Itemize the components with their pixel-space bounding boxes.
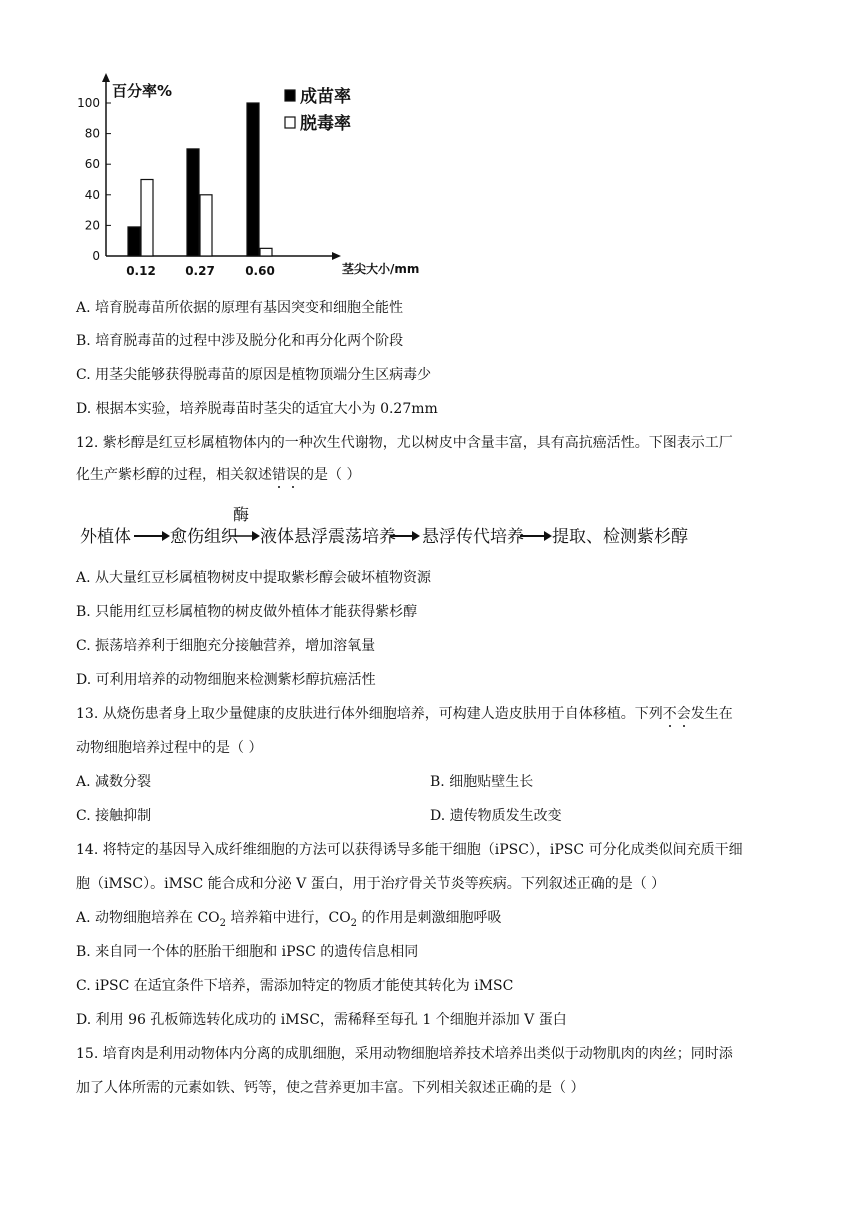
y-axis-label: 百分率% [112, 82, 173, 100]
x-axis-arrow-icon [332, 252, 341, 260]
bar-detox-rate [260, 248, 272, 256]
y-tick-label: 40 [84, 187, 100, 202]
q13-option-b: B. 细胞贴壁生长 [430, 774, 534, 790]
y-tick-label: 80 [84, 126, 100, 141]
y-axis-arrow-icon [102, 73, 110, 82]
flow-step-extract-detect: 提取、检测紫杉醇 [552, 527, 688, 547]
q11-option-d: D. 根据本实验，培养脱毒苗时茎尖的适宜大小为 0.27mm [76, 401, 438, 417]
legend-swatch [285, 90, 295, 101]
y-tick-label: 20 [84, 218, 100, 233]
emphasis-char: 不 [662, 706, 677, 722]
q14-option-a-text: 的作用是刺激细胞呼吸 [357, 910, 502, 926]
x-tick-label: 0.12 [126, 264, 156, 278]
y-tick-label: 0 [92, 249, 100, 263]
flow-step-subculture: 悬浮传代培养 [422, 527, 524, 547]
q13-option-d: D. 遗传物质发生改变 [430, 808, 562, 824]
subscript: 2 [350, 917, 358, 929]
q15-stem-line2: 加了人体所需的元素如铁、钙等，使之营养更加丰富。下列相关叙述正确的是（ ） [76, 1080, 585, 1096]
bar-detox-rate [200, 195, 212, 256]
q13-stem-line1 [76, 704, 733, 724]
q13-option-c: C. 接触抑制 [76, 808, 152, 824]
chart-legend [285, 86, 351, 134]
x-axis-label: 茎尖大小/mm [342, 262, 420, 276]
q13-stem-line2: 动物细胞培养过程中的是（ ） [76, 740, 263, 756]
y-tick-label: 60 [84, 157, 100, 172]
chart-bars [128, 103, 272, 256]
q12-stem-text: 的是（ ） [300, 467, 361, 483]
bar-chart [70, 70, 420, 280]
bar-seedling-rate [128, 227, 140, 256]
flow-step-explant: 外植体 [80, 527, 131, 547]
x-tick-label: 0.27 [185, 264, 215, 278]
flow-step-suspension-shake: 液体悬浮震荡培养 [260, 527, 396, 547]
q14-option-a [76, 908, 502, 934]
legend-label: 成苗率 [300, 87, 351, 107]
q12-stem-line2 [76, 465, 360, 485]
q12-option-b: B. 只能用红豆杉属植物的树皮做外植体才能获得紫杉醇 [76, 604, 418, 620]
flow-arrow-icon [230, 530, 260, 542]
q14-stem-line1: 14. 将特定的基因导入成纤维细胞的方法可以获得诱导多能干细胞（iPSC），iPSC 可分化成类似间充质干细 [76, 842, 743, 858]
flow-arrow-icon [520, 530, 552, 542]
q13-option-a: A. 减数分裂 [76, 774, 152, 790]
flow-step-callus: 愈伤组织 [170, 527, 238, 547]
subscript: 2 [219, 917, 227, 929]
emphasis-char: 会 [676, 706, 691, 722]
q13-stem-text: 发生在 [690, 706, 733, 722]
flow-arrow-icon [390, 530, 420, 542]
legend-swatch [285, 117, 295, 128]
bar-seedling-rate [187, 149, 199, 256]
q14-option-a-text: A. 动物细胞培养在 CO [76, 910, 220, 926]
flow-enzyme-label: 酶 [233, 505, 250, 524]
q14-option-b: B. 来自同一个体的胚胎干细胞和 iPSC 的遗传信息相同 [76, 944, 419, 960]
q12-stem-text: 化生产紫杉醇的过程，相关叙述 [76, 467, 272, 483]
emphasis-char: 错 [272, 467, 286, 483]
bar-seedling-rate [247, 103, 259, 256]
flow-arrow-icon [134, 530, 170, 542]
emphasis-char: 误 [286, 467, 300, 483]
y-tick-label: 100 [77, 96, 100, 110]
bar-detox-rate [141, 180, 153, 257]
q14-stem-line2: 胞（iMSC）。iMSC 能合成和分泌 V 蛋白，用于治疗骨关节炎等疾病。下列叙述正确的是（ ） [76, 876, 666, 892]
q14-option-a-text: 培养箱中进行，CO [226, 910, 351, 926]
x-tick-label: 0.60 [245, 264, 275, 278]
q13-stem-text: 13. 从烧伤患者身上取少量健康的皮肤进行体外细胞培养，可构建人造皮肤用于自体移植。下列 [76, 706, 663, 722]
q12-option-c: C. 振荡培养利于细胞充分接触营养，增加溶氧量 [76, 638, 376, 654]
q11-option-a: A. 培育脱毒苗所依据的原理有基因突变和细胞全能性 [76, 300, 404, 316]
q12-option-a: A. 从大量红豆杉属植物树皮中提取紫杉醇会破坏植物资源 [76, 570, 432, 586]
q15-stem-line1: 15. 培育肉是利用动物体内分离的成肌细胞，采用动物细胞培养技术培养出类似于动物肌肉的肉丝；同时添 [76, 1046, 733, 1062]
q11-option-b: B. 培育脱毒苗的过程中涉及脱分化和再分化两个阶段 [76, 333, 404, 349]
q12-stem-line1: 12. 紫杉醇是红豆杉属植物体内的一种次生代谢物，尤以树皮中含量丰富，具有高抗癌活性。下图表示工厂 [76, 435, 733, 451]
process-flow-diagram [80, 505, 688, 560]
q14-option-d: D. 利用 96 孔板筛选转化成功的 iMSC，需稀释至每孔 1 个细胞并添加 V 蛋白 [76, 1012, 567, 1028]
q11-option-c: C. 用茎尖能够获得脱毒苗的原因是植物顶端分生区病毒少 [76, 367, 432, 383]
q14-option-c: C. iPSC 在适宜条件下培养，需添加特定的物质才能使其转化为 iMSC [76, 978, 514, 994]
legend-label: 脱毒率 [300, 114, 351, 134]
q12-option-d: D. 可利用培养的动物细胞来检测紫杉醇抗癌活性 [76, 672, 376, 688]
